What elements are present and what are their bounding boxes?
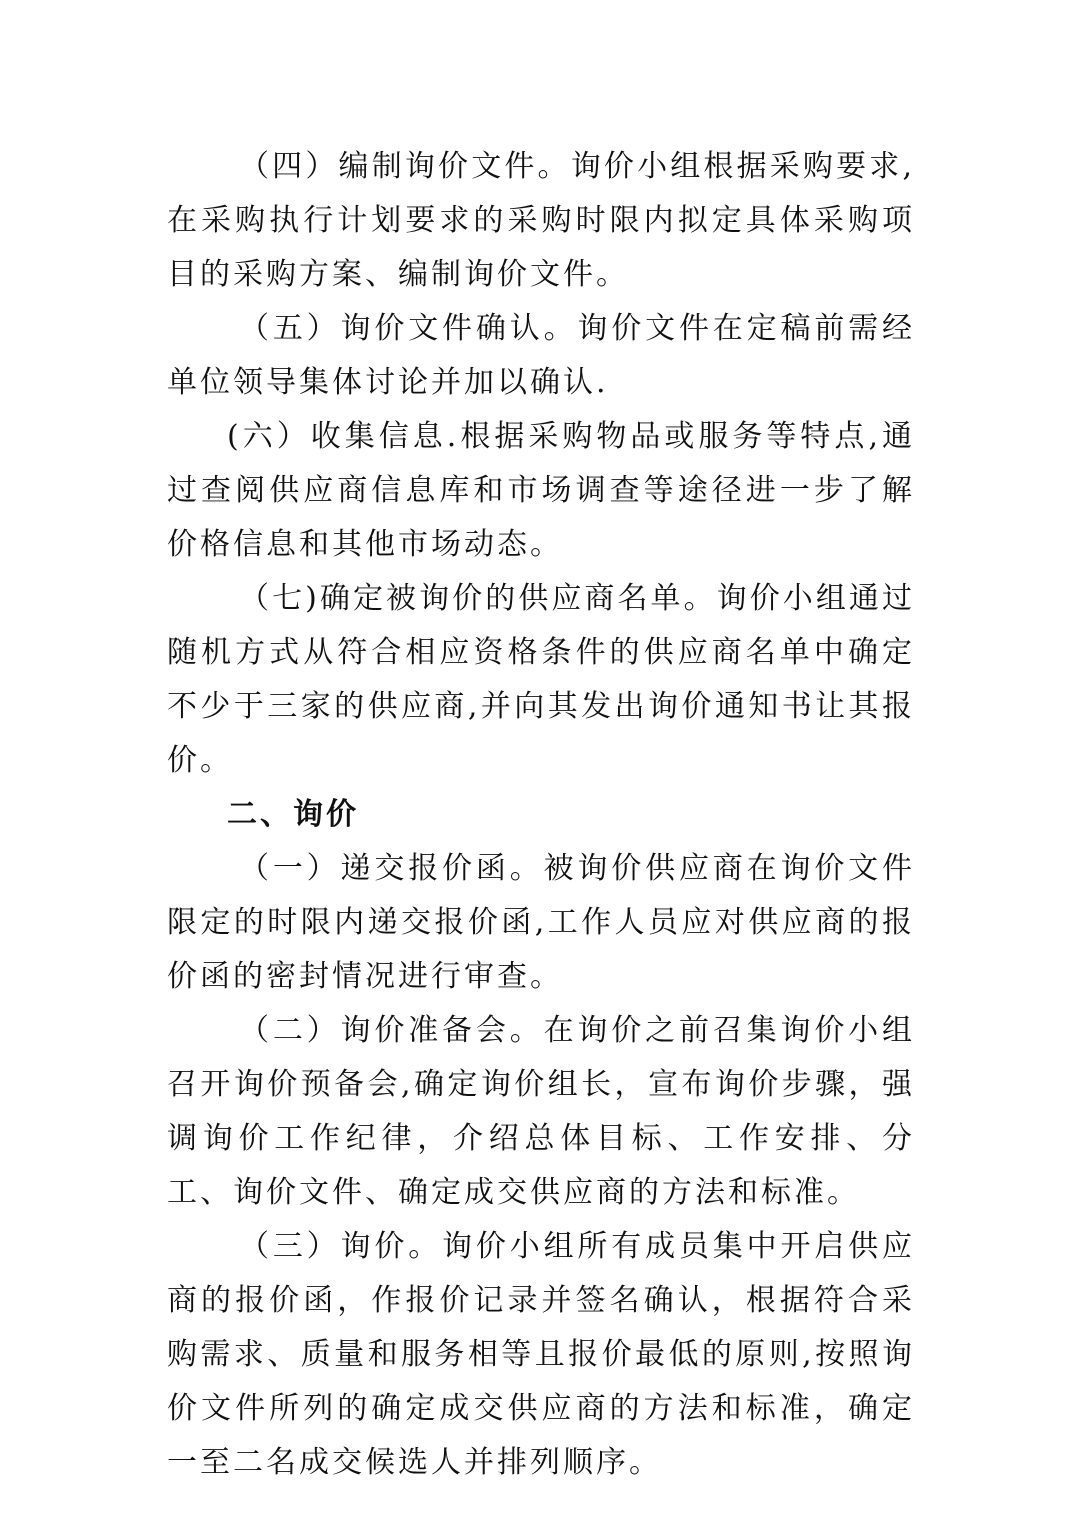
paragraph-preparation-meeting: （二）询价准备会。在询价之前召集询价小组召开询价预备会,确定询价组长，宣布询价步骤，强调询价工作纪律，介绍总体目标、工作安排、分工、询价文件、确定成交供应商的方法和标准。 — [167, 1013, 915, 1210]
paragraph-collect-information: (六）收集信息.根据采购物品或服务等特点,通过查阅供应商信息库和市场调查等途径进一步了解价格信息和其他市场动态。 — [167, 419, 915, 562]
section-heading-inquiry: 二、询价 — [227, 797, 359, 832]
paragraph-inquiry-document-confirmation: （五）询价文件确认。询价文件在定稿前需经单位领导集体讨论并加以确认. — [167, 311, 915, 400]
paragraph-submit-quotation: （一）递交报价函。被询价供应商在询价文件限定的时限内递交报价函,工作人员应对供应商的报价函的密封情况进行审查。 — [167, 851, 915, 994]
paragraph-compile-inquiry-document: （四）编制询价文件。询价小组根据采购要求,在采购执行计划要求的采购时限内拟定具体采购项目的采购方案、编制询价文件。 — [167, 149, 915, 292]
document-body — [167, 140, 915, 1490]
paragraph-inquiry-procedure: （三）询价。询价小组所有成员集中开启供应商的报价函，作报价记录并签名确认，根据符合采购需求、质量和服务相等且报价最低的原则,按照询价文件所列的确定成交供应商的方法和标准，确定一至二名成交候选人并排列顺序。 — [167, 1229, 915, 1480]
paragraph-determine-supplier-list: （七)确定被询价的供应商名单。询价小组通过随机方式从符合相应资格条件的供应商名单中确定不少于三家的供应商,并向其发出询价通知书让其报价。 — [167, 581, 915, 778]
